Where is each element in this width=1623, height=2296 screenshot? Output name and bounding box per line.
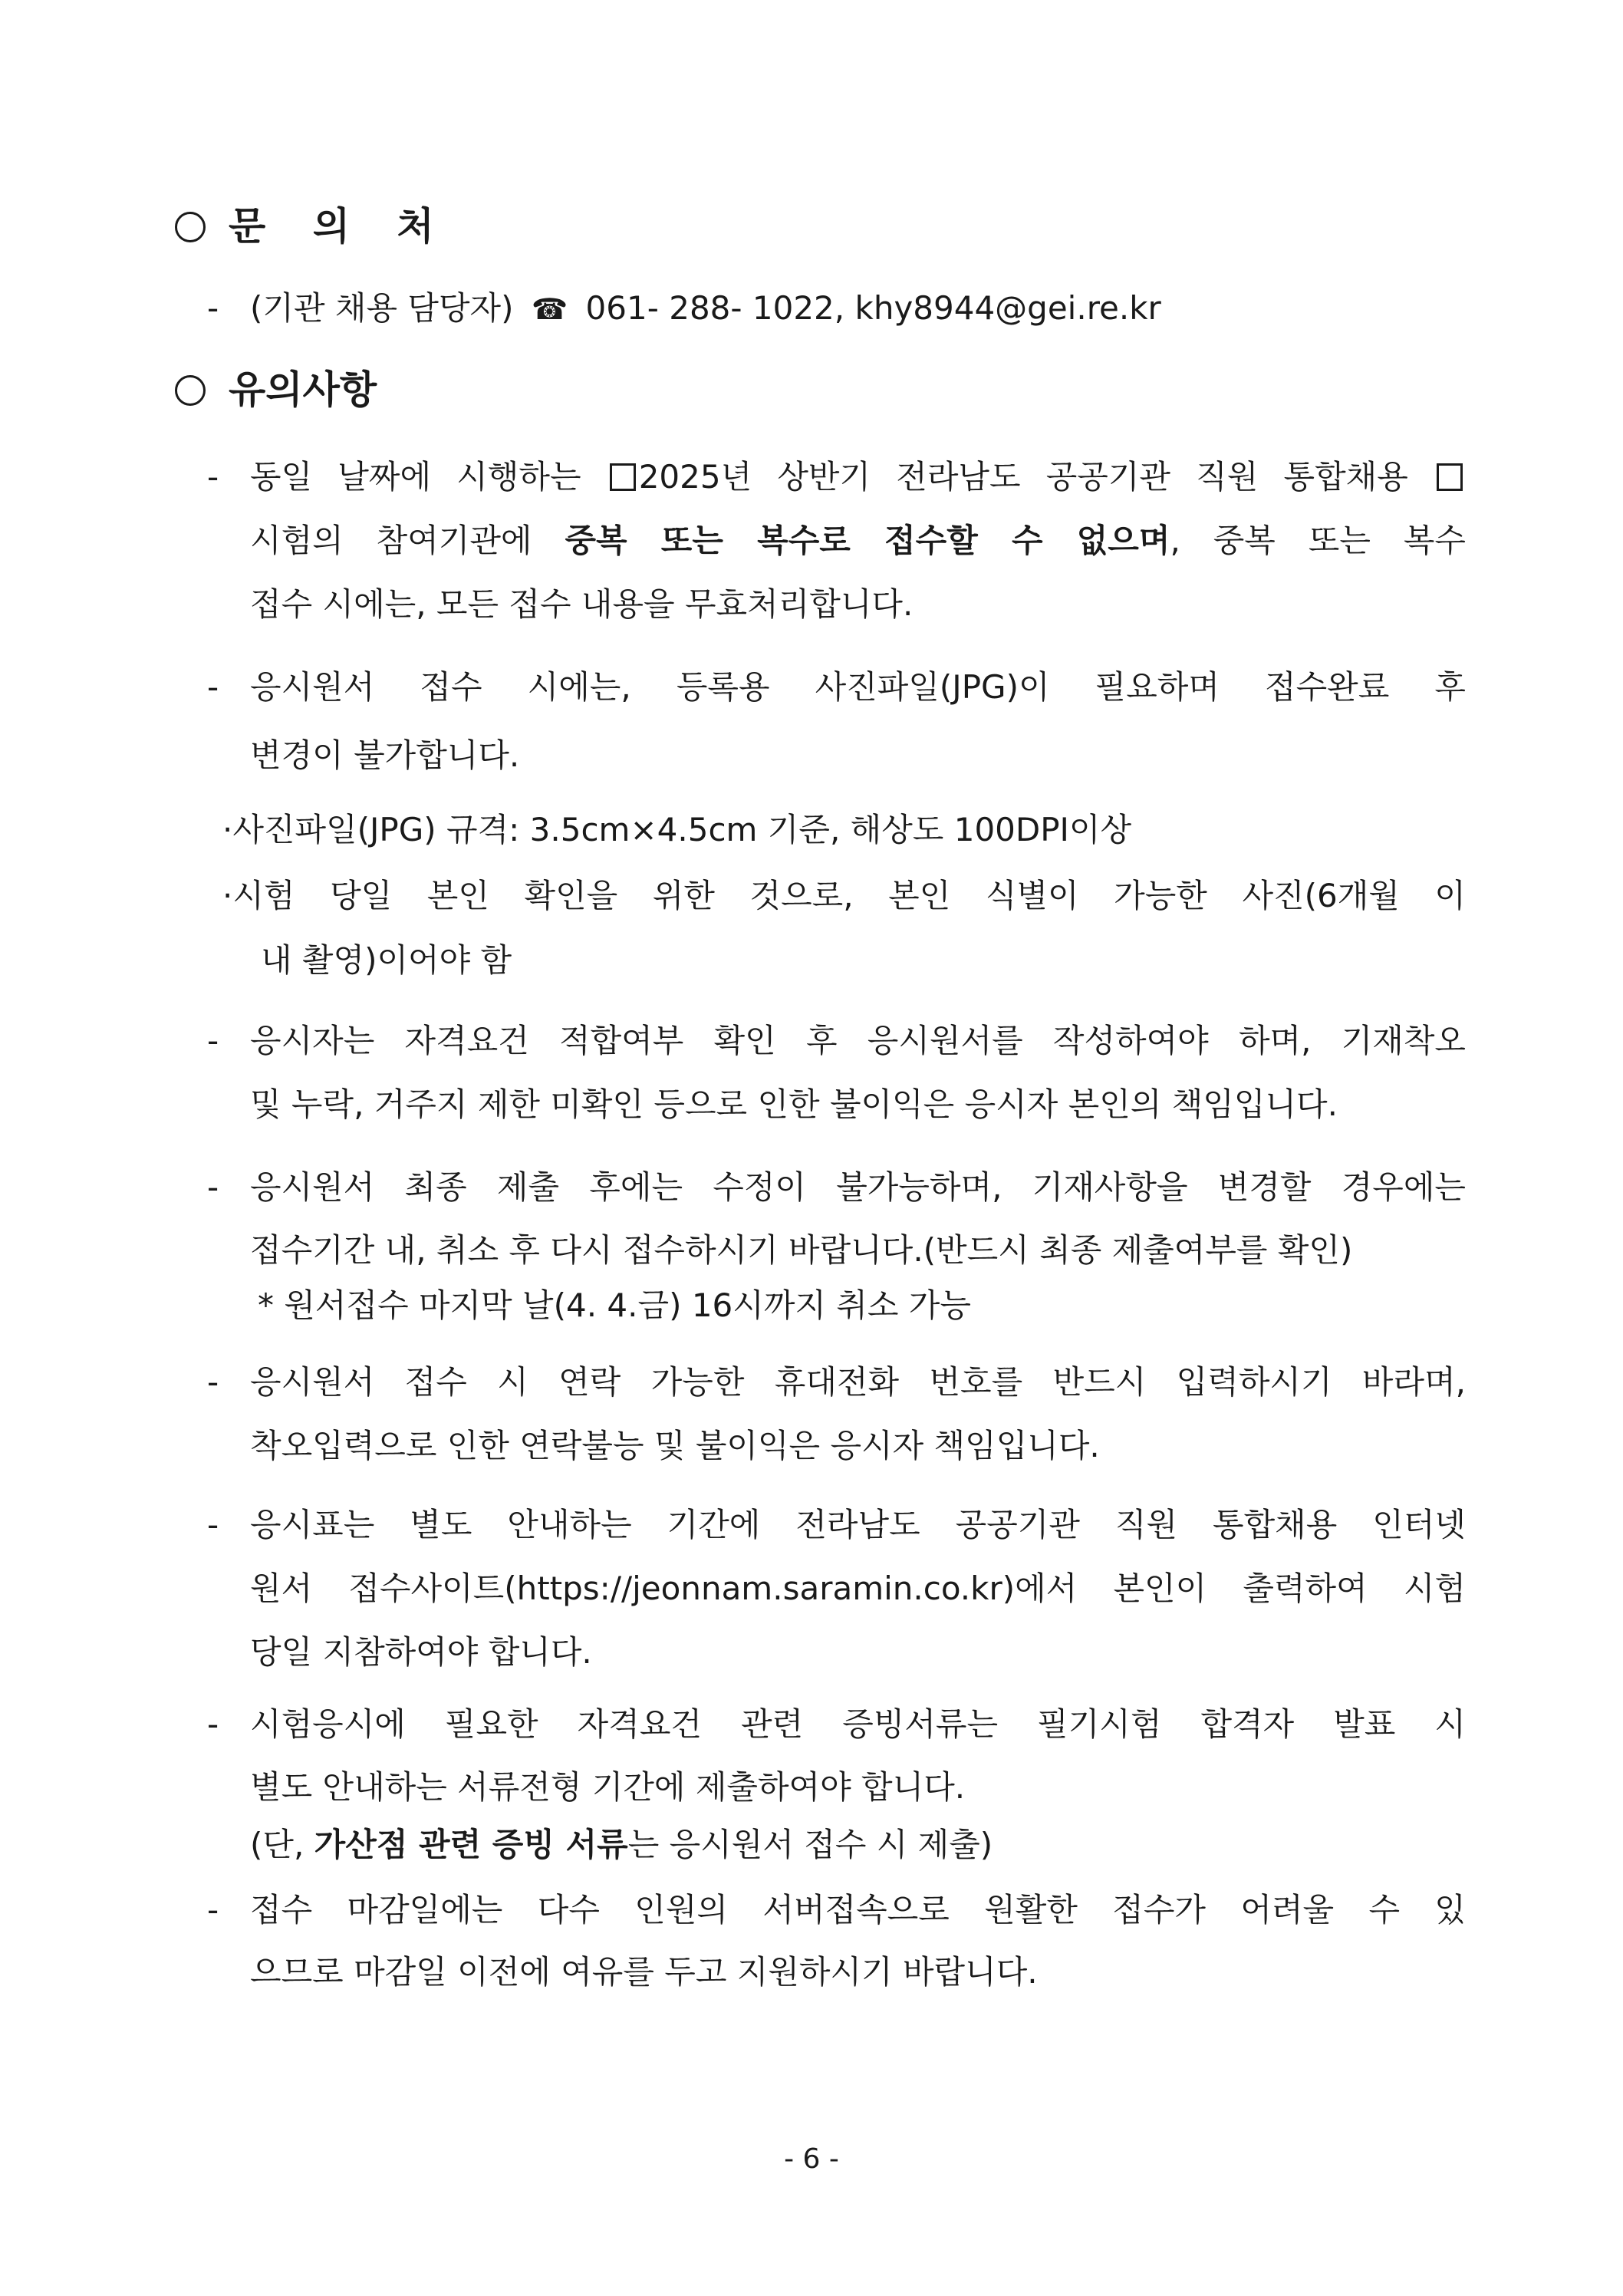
note-5-line-1: 응시원서 접수 시 연락 가능한 휴대전화 번호를 반드시 입력하시기 바라며, [250,1363,1466,1401]
note-2-line-2: 변경이 불가합니다. [250,736,520,774]
note-6-line-3: 당일 지참하여야 합니다. [250,1633,592,1671]
note-2-sub-2-line-1: ·시험 당일 본인 확인을 위한 것으로, 본인 식별이 가능한 사진(6개월 이 [222,877,1466,914]
note-4-line-1: 응시원서 최종 제출 후에는 수정이 불가능하며, 기재사항을 변경할 경우에는 [250,1168,1466,1206]
note-2-sub-1: ·사진파일(JPG) 규격: 3.5cm×4.5cm 기준, 해상도 100DPI이상 [222,811,1132,848]
contact-email[interactable]: khy8944@gei.re.kr [854,289,1161,327]
circle-bullet-icon [175,375,206,406]
contact-line [250,285,1161,332]
note-3-line-1: 응시자는 자격요건 적합여부 확인 후 응시원서를 작성하여야 하며, 기재착오 [250,1022,1466,1059]
page-number: - 6 - [784,2143,839,2175]
note-1-line-3: 접수 시에는, 모든 접수 내용을 무효처리합니다. [250,585,914,623]
notes-heading [175,367,377,413]
notes-heading-text: 유의사항 [229,367,377,412]
note-6-line-1: 응시표는 별도 안내하는 기간에 전라남도 공공기관 직원 통합채용 인터넷 [250,1506,1466,1543]
note-4-line-2: 접수기간 내, 취소 후 다시 접수하시기 바랍니다.(반드시 최종 제출여부를 확인) [250,1231,1353,1269]
note-7-bold-text: 가산점 관련 증빙 서류 [314,1826,628,1863]
note-7-line-2: 별도 안내하는 서류전형 기간에 제출하여야 합니다. [250,1768,966,1806]
checkbox-square-icon [610,463,636,491]
note-7-line-3 [250,1822,993,1868]
note-1-text-a: 동일 날짜에 시행하는 [250,458,581,496]
note-3-dash: - [207,1022,219,1059]
note-1-text-b: 2025년 상반기 전라남도 공공기관 직원 통합채용 [638,458,1408,496]
note-7-text-b: 는 응시원서 접수 시 제출) [627,1826,993,1863]
contact-dash: - [207,289,219,327]
note-8-dash: - [207,1891,219,1929]
note-3-line-2: 및 누락, 거주지 제한 미확인 등으로 인한 불이익은 응시자 본인의 책임입니다. [250,1085,1338,1123]
note-7-text-a: (단, [250,1826,314,1863]
checkbox-square-icon [1437,463,1463,491]
note-6-dash: - [207,1506,219,1543]
note-7-line-1: 시험응시에 필요한 자격요건 관련 증빙서류는 필기시험 합격자 발표 시 [250,1705,1466,1743]
note-5-dash: - [207,1363,219,1401]
note-2-dash: - [207,668,219,706]
contact-phone: 061- 288- 1022, [585,289,845,327]
note-1-dash: - [207,458,219,496]
note-8-line-1: 접수 마감일에는 다수 인원의 서버접속으로 원활한 접수가 어려울 수 있 [250,1891,1466,1929]
note-1-line-1 [250,454,1466,500]
note-6-line-2: 원서 접수사이트(https://jeonnam.saramin.co.kr)에서 본인이 출력하여 시험 [250,1570,1466,1607]
note-1-text-d: , 중복 또는 복수 [1170,522,1467,559]
note-1-line-2 [250,518,1466,564]
contact-heading [175,203,451,249]
note-7-dash: - [207,1705,219,1743]
note-2-sub-2-line-2: 내 촬영)이어야 함 [261,941,512,979]
contact-label: (기관 채용 담당자) [250,289,514,327]
note-8-line-2: 으므로 마감일 이전에 여유를 두고 지원하시기 바랍니다. [250,1953,1038,1991]
note-2-line-1: 응시원서 접수 시에는, 등록용 사진파일(JPG)이 필요하며 접수완료 후 [250,668,1466,706]
contact-heading-text: 문 의 처 [229,204,451,249]
note-5-line-2: 착오입력으로 인한 연락불능 및 불이익은 응시자 책임입니다. [250,1427,1100,1464]
note-1-bold-text: 중복 또는 복수로 접수할 수 없으며 [565,522,1170,559]
note-4-dash: - [207,1168,219,1206]
note-4-note: * 원서접수 마지막 날(4. 4.금) 16시까지 취소 가능 [258,1286,971,1324]
note-1-text-c: 시험의 참여기관에 [250,522,532,559]
circle-bullet-icon [175,212,206,242]
phone-icon: ☎ [531,292,568,326]
